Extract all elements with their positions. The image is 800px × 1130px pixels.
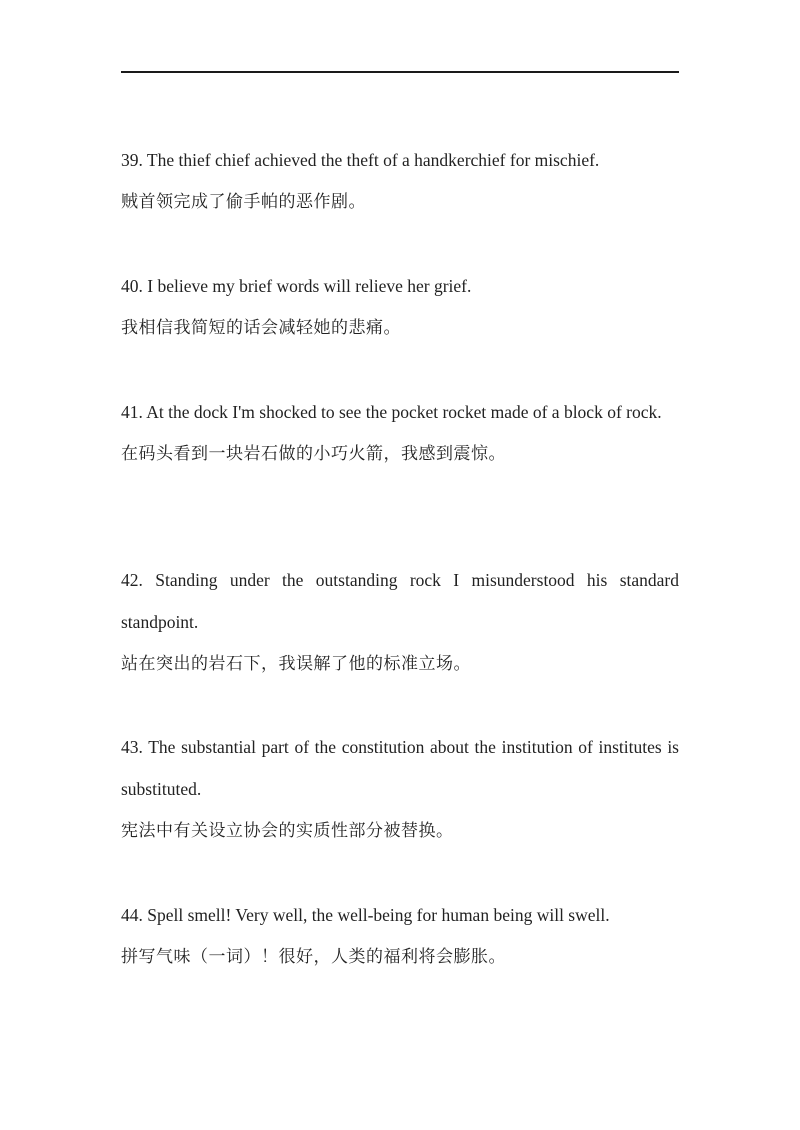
sentence-entry-40 [121, 265, 679, 349]
sentence-entry-42 [121, 559, 679, 685]
chinese-translation: 宪法中有关设立协会的实质性部分被替换。 [121, 821, 454, 841]
sentence-entry-39 [121, 139, 679, 223]
chinese-translation: 我相信我简短的话会减轻她的悲痛。 [121, 318, 401, 338]
english-sentence: 44. Spell smell! Very well, the well-being for human being will swell. [121, 905, 610, 925]
english-sentence: 43. The substantial part of the constitution about the institution of institutes is substituted. [121, 737, 679, 799]
english-sentence: 40. I believe my brief words will relieve her grief. [121, 276, 472, 296]
sentence-entry-41 [121, 391, 679, 475]
header-rule [121, 71, 679, 73]
sentence-entry-43 [121, 726, 679, 852]
sentence-entry-44 [121, 894, 679, 978]
chinese-translation: 站在突出的岩石下，我误解了他的标准立场。 [121, 654, 471, 674]
english-sentence: 42. Standing under the outstanding rock I misunderstood his standard standpoint. [121, 570, 679, 632]
english-sentence: 39. The thief chief achieved the theft of a handkerchief for mischief. [121, 150, 600, 170]
chinese-translation: 在码头看到一块岩石做的小巧火箭，我感到震惊。 [121, 444, 506, 464]
chinese-translation: 拼写气味（一词）！很好，人类的福利将会膨胀。 [121, 947, 506, 967]
english-sentence: 41. At the dock I'm shocked to see the pocket rocket made of a block of rock. [121, 402, 662, 422]
chinese-translation: 贼首领完成了偷手帕的恶作剧。 [121, 192, 366, 212]
